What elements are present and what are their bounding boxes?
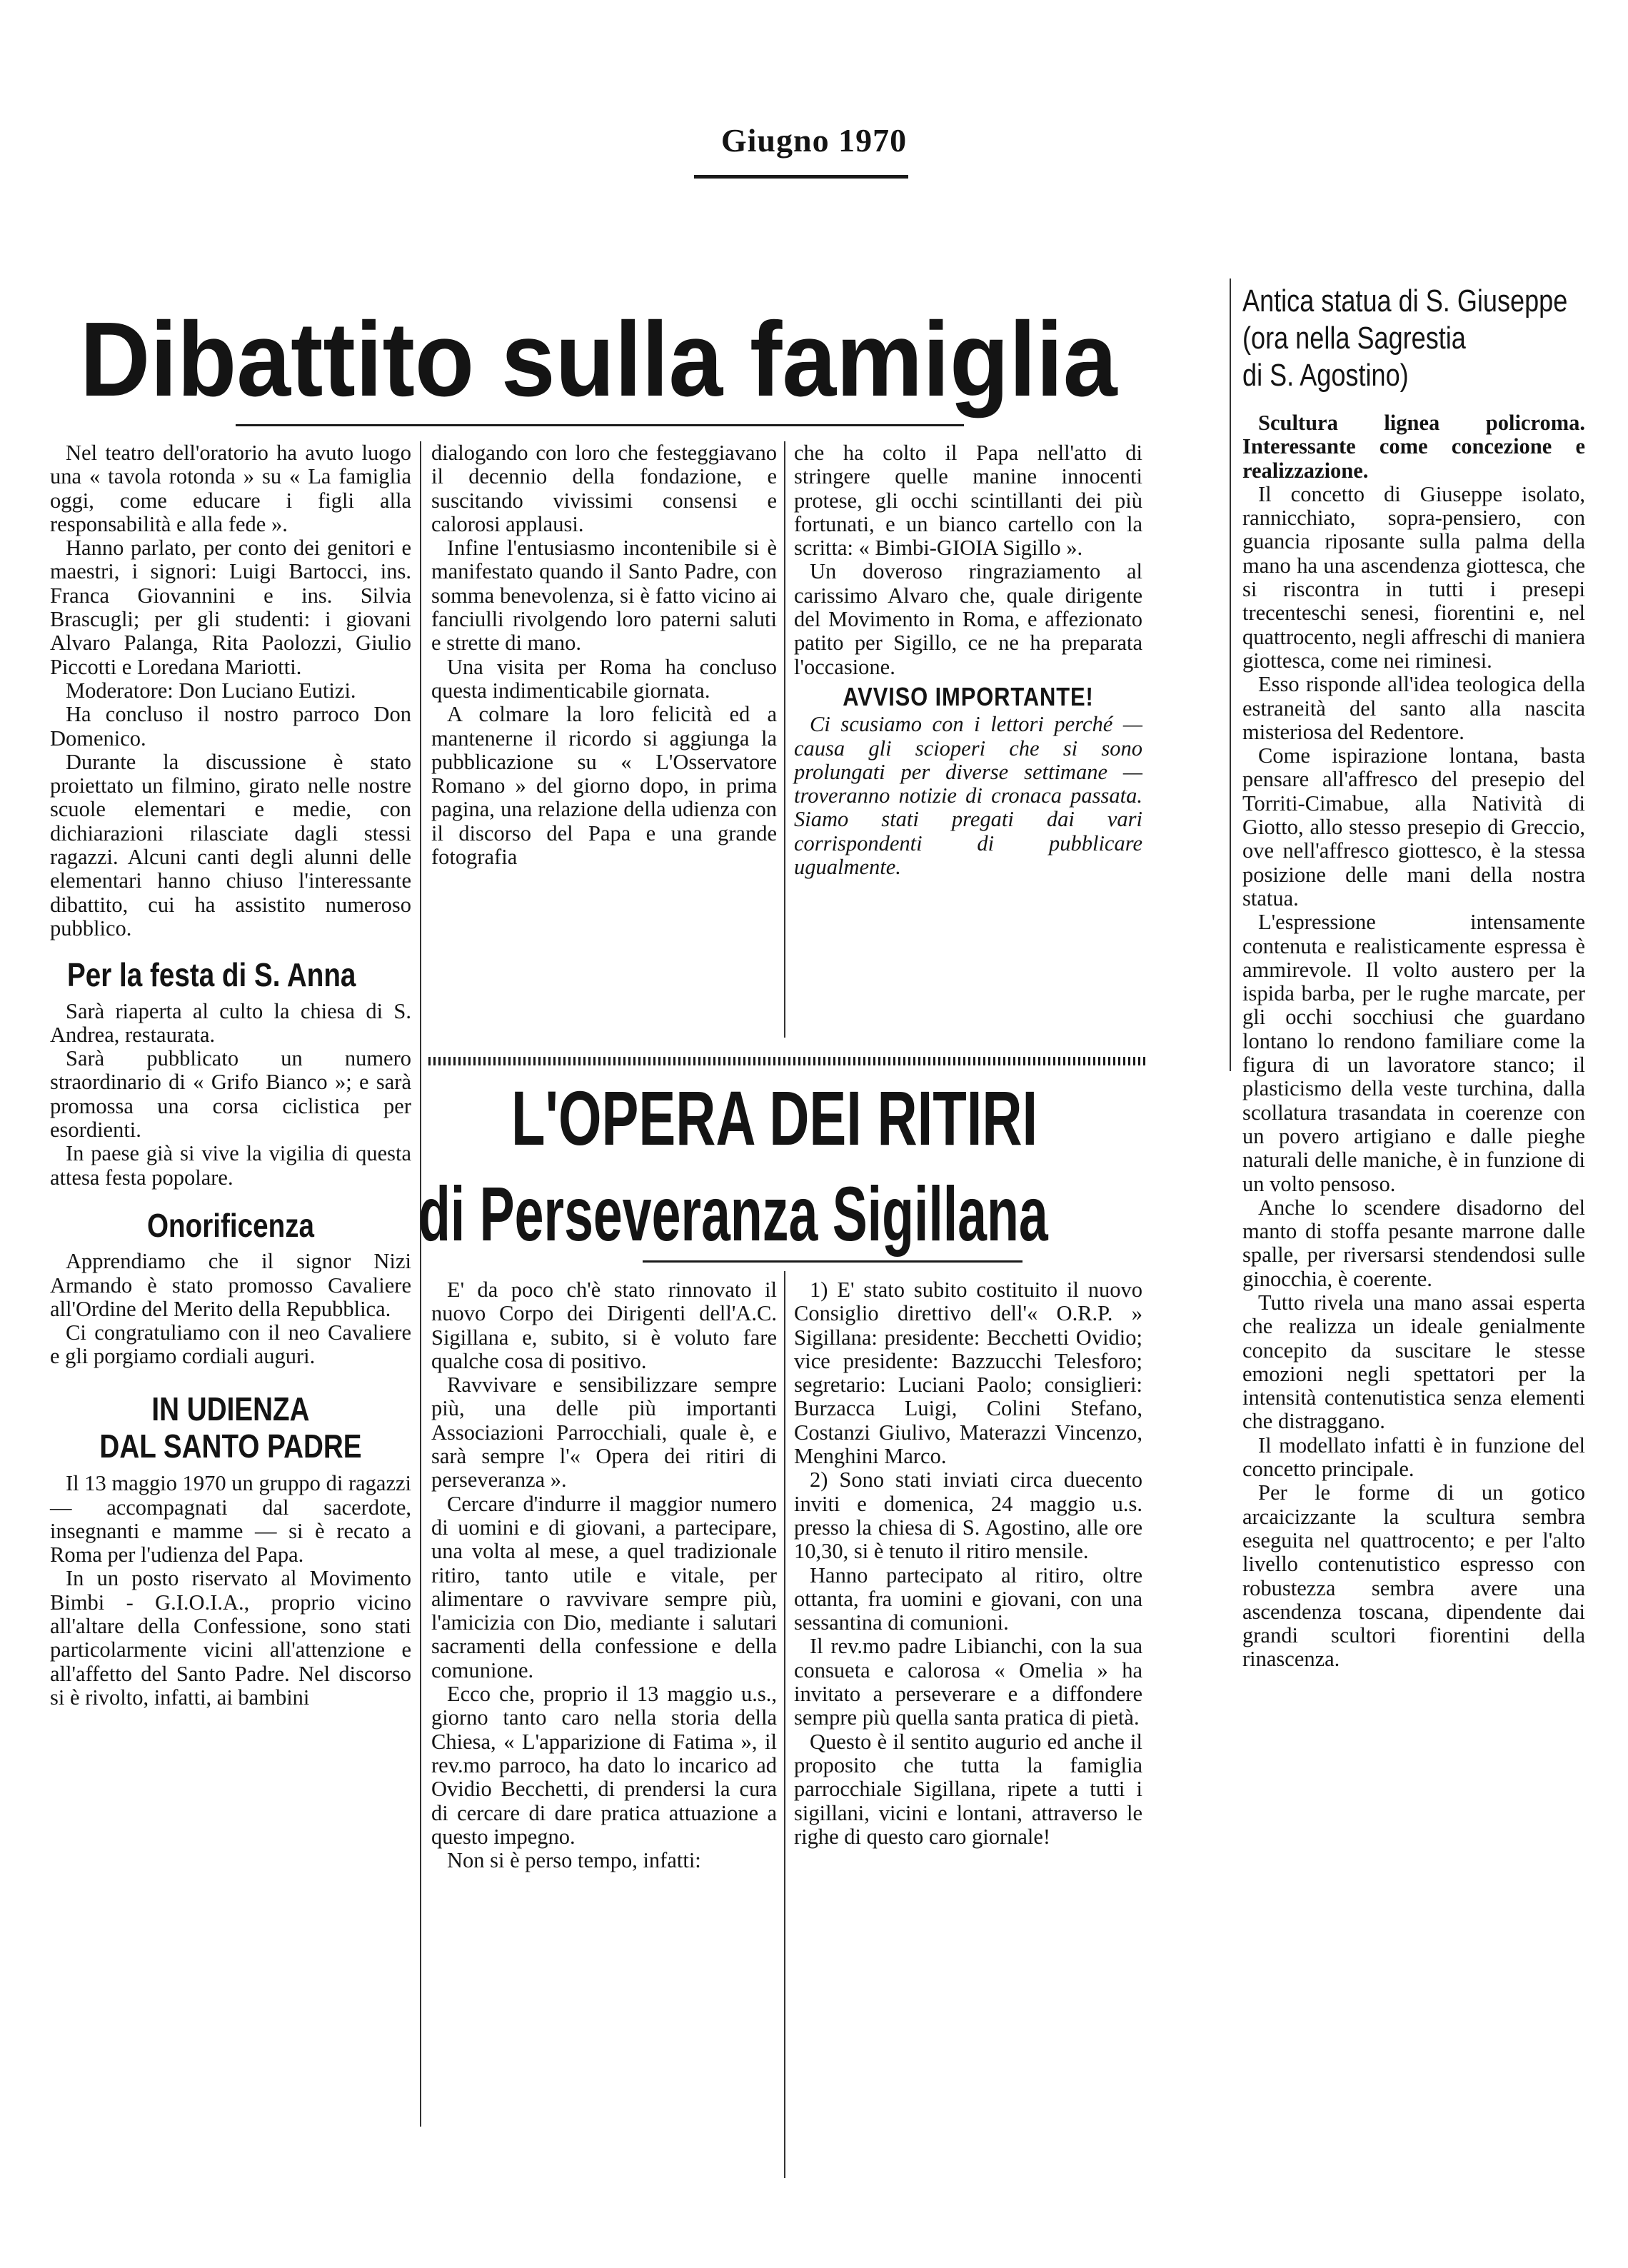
statua-paragraph-5: Anche lo scendere disadorno del manto di stoffa pesante marrone dalle spalle, per riversarsi stendendosi sulle ginocchia, è coerente. xyxy=(1242,1195,1585,1291)
statua-article xyxy=(1242,283,1585,1672)
statua-paragraph-3: Come ispirazione lontana, basta pensare all'affresco del presepio del Torriti-Cimabue, alla Natività di Giotto, allo stesso presepio di Greccio, ove nell'affresco giottesco, è la stessa posizione delle mani della nostra statua. xyxy=(1242,743,1585,910)
statua-title xyxy=(1242,283,1568,394)
statua-title-line-2: (ora nella Sagrestia xyxy=(1242,321,1466,356)
onorificenza-paragraph-2: Ci congratuliamo con il neo Cavaliere e gli porgiamo cordiali auguri. xyxy=(50,1320,411,1369)
udienza-paragraph-7: che ha colto il Papa nell'atto di stringere quelle manine innocenti protese, gli occhi scintillanti dei più fortunati, e un bianco cartello con la scritta: « Bimbi-GIOIA Sigillo ». xyxy=(794,441,1142,561)
headline-rule xyxy=(236,424,964,426)
opera-headline-line1: L'OPERA DEI RITIRI xyxy=(511,1075,1038,1161)
opera-paragraph-7: 2) Sono stati inviati circa duecento inviti e domenica, 24 maggio u.s. presso la chiesa di S. Agostino, alle ore 10,30, si è tenuto il ritiro mensile. xyxy=(794,1467,1142,1564)
udienza-paragraph-5: Una visita per Roma ha concluso questa indimenticabile giornata. xyxy=(431,654,777,703)
opera-paragraph-9: Il rev.mo padre Libianchi, con la sua consueta e calorosa « Omelia » ha invitato a perseverare e a diffondere sempre più quella santa pratica di pietà. xyxy=(794,1634,1142,1730)
udienza-title-line1: IN UDIENZA xyxy=(151,1390,310,1427)
festa-paragraph-1: Sarà riaperta al culto la chiesa di S. Andrea, restaurata. xyxy=(50,998,411,1047)
opera-paragraph-5: Non si è perso tempo, infatti: xyxy=(447,1848,701,1873)
statua-title-line-1: Antica statua di S. Giuseppe xyxy=(1242,284,1568,318)
udienza-paragraph-8: Un doveroso ringraziamento al carissimo Alvaro che, quale dirigente del Movimento in Roma, e affezionato patito per Sigillo, ce ne ha preparata l'occasione. xyxy=(794,559,1142,679)
onorificenza-title: Onorificenza xyxy=(146,1206,315,1244)
third-column-upper xyxy=(794,441,1142,879)
left-column xyxy=(50,441,411,1710)
dibattito-paragraph-1: Nel teatro dell'oratorio ha avuto luogo una « tavola rotonda » su « La famiglia oggi, come educare i figli alla responsabilità e alla fede ». xyxy=(50,441,411,536)
masthead-date: Giugno 1970 xyxy=(720,122,908,159)
dibattito-paragraph-4: Ha concluso il nostro parroco Don Domenico. xyxy=(50,702,411,751)
festa-paragraph-2: Sarà pubblicato un numero straordinario di « Grifo Bianco »; e sarà promossa una corsa ciclistica per esordienti. xyxy=(50,1046,411,1143)
middle-column-upper xyxy=(431,441,777,869)
opera-paragraph-3: Cercare d'indurre il maggior numero di uomini e di giovani, a partecipare, una volta al mese, a quel tradizionale ritiro, tanto utile e vitale, per alimentare o ravvivare sempre più, l'amicizia con Dio, mediante i salutari sacramenti della confessione e della comunione. xyxy=(431,1491,777,1682)
avviso-text: Ci scusiamo con i lettori perché — causa gli scioperi che si sono prolungati per diverse settimane — troveranno notizie di cronaca passata. Siamo stati pregati dai vari corrispondenti di pubblicare ugualmente. xyxy=(794,712,1142,880)
statua-paragraph-4: L'espressione intensamente contenuta e realisticamente espressa è ammirevole. Il volto austero per la ispida barba, per le rughe marcate, per gli occhi socchiusi che guardano lontano lo rendono familiare come la figura di un lavoratore stanco; il plasticismo della veste turchina, dalla scollatura trasandata in coerenze con un povero artigiano e dalle pieghe naturali delle maniche, è in funzione di un volto pensoso. xyxy=(1242,910,1585,1196)
opera-headline-rule xyxy=(643,1260,1022,1263)
main-headline: Dibattito sulla famiglia xyxy=(80,301,1117,418)
statua-paragraph-6: Tutto rivela una mano assai esperta che realizza un ideale genialmente concepito da suscitare le stesse emozioni negli spettatori per la intensità contenutistica senza elementi che distraggano. xyxy=(1242,1290,1585,1434)
statua-title-line-3: di S. Agostino) xyxy=(1242,358,1409,393)
opera-paragraph-6: 1) E' stato subito costituito il nuovo Consiglio direttivo dell'« O.R.P. » Sigillana: presidente: Becchetti Ovidio; vice presidente: Bazzucchi Telesforo; segretario: Luciani Paolo; consiglieri: Burzacca Luigi, Colini Stefano, Costanzi Giulivo, Materazzi Vincenzo, Menghini Marco. xyxy=(794,1278,1142,1469)
column-divider-right xyxy=(1230,279,1231,1071)
column-divider-1 xyxy=(420,441,421,2127)
onorificenza-paragraph-1: Apprendiamo che il signor Nizi Armando è stato promosso Cavaliere all'Ordine del Merito della Repubblica. xyxy=(50,1249,411,1321)
opera-paragraph-10: Questo è il sentito augurio ed anche il proposito che tutta la famiglia parrocchiale Sigillana, ripete a tutti i sigillani, vicini e lontani, attraverso le righe di questo caro giornale! xyxy=(794,1729,1142,1849)
dibattito-paragraph-5: Durante la discussione è stato proiettato un filmino, girato nelle nostre scuole elementari e medie, con dichiarazioni rilasciate dagli stessi ragazzi. Alcuni canti degli alunni delle elementari hanno chiuso l'interessante dibattito, cui ha assistito numeroso pubblico. xyxy=(50,749,411,940)
udienza-paragraph-1: Il 13 maggio 1970 un gruppo di ragazzi — accompagnati dal sacerdote, insegnanti e mamme — si è recato a Roma per l'udienza del Papa. xyxy=(50,1471,411,1567)
masthead-rule xyxy=(694,175,908,179)
avviso-title: AVVISO IMPORTANTE! xyxy=(843,681,1094,711)
opera-paragraph-4: Ecco che, proprio il 13 maggio u.s., giorno tanto caro nella storia della Chiesa, « L'apparizione di Fatima », il rev.mo parroco, ha dato lo incarico ad Ovidio Becchetti, di prendersi la cura di cercare di dare pratica attuazione a questo impegno. xyxy=(431,1682,777,1849)
udienza-title-line2: DAL SANTO PADRE xyxy=(99,1427,362,1465)
opera-paragraph-2: Ravvivare e sensibilizzare sempre più, una delle più importanti Associazioni Parrocchiali, quale è, e sarà sempre l'« Opera dei ritiri di perseveranza ». xyxy=(431,1373,777,1492)
festa-paragraph-3: In paese già si vive la vigilia di questa attesa festa popolare. xyxy=(50,1141,411,1190)
statua-paragraph-7: Il modellato infatti è in funzione del concetto principale. xyxy=(1242,1432,1585,1482)
statua-paragraph-2: Esso risponde all'idea teologica della estraneità del santo alla nascita misteriosa del Redentore. xyxy=(1242,672,1585,744)
statua-body xyxy=(1242,411,1585,1672)
udienza-paragraph-2: In un posto riservato al Movimento Bimbi - G.I.O.I.A., proprio vicino all'altare della Confessione, sono stati particolarmente vicini all'attenzione e all'affetto del Santo Padre. Nel discorso si è rivolto, infatti, ai bambini xyxy=(50,1566,411,1710)
udienza-paragraph-4: Infine l'entusiasmo incontenibile si è manifestato quando il Santo Padre, con somma benevolenza, si è fatto vicino ai fanciulli rivolgendo loro paterni saluti e strette di mano. xyxy=(431,536,777,656)
opera-paragraph-8: Hanno partecipato al ritiro, oltre ottanta, fra uomini e giovani, con una sessantina di comunioni. xyxy=(794,1562,1142,1635)
udienza-paragraph-6: A colmare la loro felicità ed a mantenerne il ricordo si aggiunga la pubblicazione su « L'Osservatore Romano » del giorno dopo, in prima pagina, una relazione della udienza con il discorso del Papa e una grande fotografia xyxy=(431,702,777,870)
dibattito-paragraph-2: Hanno parlato, per conto dei genitori e maestri, i signori: Luigi Bartocci, ins. Franca Giovannini e ins. Silvia Brascugli; per gli studenti: i giovani Alvaro Palanga, Rita Paolozzi, Giulio Piccotti e Loredana Mariotti. xyxy=(50,536,411,679)
column-divider-2 xyxy=(784,441,785,1038)
statua-paragraph-1: Il concetto di Giuseppe isolato, rannicchiato, sopra-pensiero, con guancia riposante sulla palma della mano ha una ascendenza giottesca, che si riscontra in tutti i presepi trecenteschi senesi, fiorentini e, nel quattrocento, negli affreschi di maniera giottesca, come nei riminesi. xyxy=(1242,481,1585,673)
opera-paragraph-1: E' da poco ch'è stato rinnovato il nuovo Corpo dei Dirigenti dell'A.C. Sigillana e, subito, si è voluto fare qualche cosa di positivo. xyxy=(431,1278,777,1373)
statua-intro: Scultura lignea policroma. Interessante come concezione e realizzazione. xyxy=(1242,411,1585,483)
column-divider-3 xyxy=(784,1271,785,2178)
opera-column-1 xyxy=(431,1278,777,1872)
udienza-paragraph-3: dialogando con loro che festeggiavano il decennio della fondazione, e suscitando vivissimi consensi e calorosi applausi. xyxy=(431,441,777,536)
opera-headline-line2: di Perseveranza Sigillana xyxy=(418,1170,1048,1257)
opera-column-2 xyxy=(794,1278,1142,1849)
festa-title: Per la festa di S. Anna xyxy=(67,956,356,994)
section-divider xyxy=(428,1057,1147,1065)
dibattito-paragraph-3: Moderatore: Don Luciano Eutizi. xyxy=(66,678,356,703)
statua-paragraph-8: Per le forme di un gotico arcaicizzante la scultura sembra eseguita nel quattrocento; e per l'alto livello contenutistico espresso con robustezza sembra avere una ascendenza toscana, dipendente dai grandi scultori fiorentini della rinascenza. xyxy=(1242,1480,1585,1672)
